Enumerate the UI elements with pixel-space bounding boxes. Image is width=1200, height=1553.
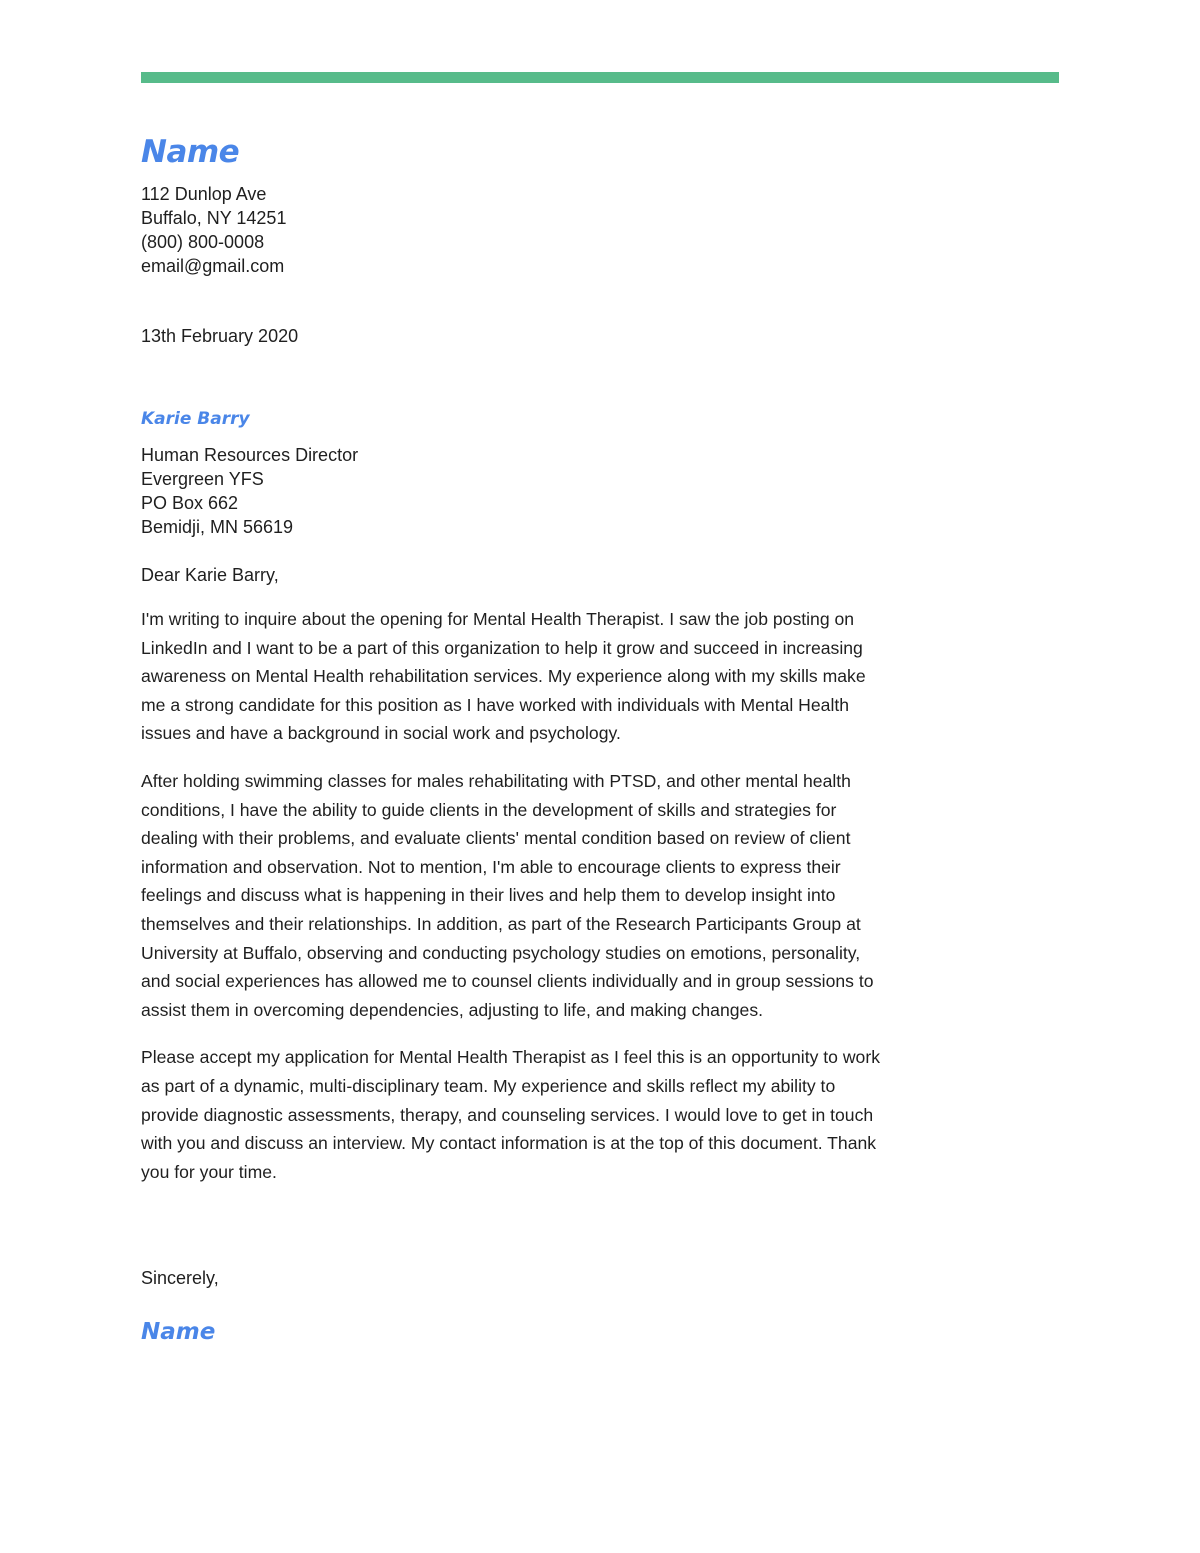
sender-address-line1: 112 Dunlop Ave [141, 184, 267, 204]
recipient-address-line2: Bemidji, MN 56619 [141, 517, 294, 537]
body-paragraph-3: Please accept my application for Mental Health Therapist as I feel this is an opportunity to work as part of a dynamic, multi-disciplinary team. My experience and skills reflect my ability to provide diagnostic assessments, therapy, and counseling services. I would love to get in touch with you and discuss an interview. My contact information is at the top of this document. Thank you for your time. [141, 1047, 880, 1182]
sender-email: email@gmail.com [141, 256, 285, 276]
accent-bar [141, 72, 1059, 83]
recipient-address-block [141, 443, 358, 539]
closing: Sincerely, [141, 1268, 219, 1288]
body-paragraph-1: I'm writing to inquire about the opening for Mental Health Therapist. I saw the job posting on LinkedIn and I want to be a part of this organization to help it grow and succeed in increasing awareness on Mental Health rehabilitation services. My experience along with my skills make me a strong candidate for this position as I have worked with individuals with Mental Health issues and have a background in social work and psychology. [141, 609, 866, 744]
letter-body [141, 605, 886, 1205]
recipient-address-line1: PO Box 662 [141, 493, 239, 513]
recipient-name: Karie Barry [141, 409, 250, 429]
recipient-title: Human Resources Director [141, 445, 359, 465]
sender-contact-block [141, 182, 286, 278]
signature-name: Name [141, 1319, 216, 1345]
sender-address-line2: Buffalo, NY 14251 [141, 208, 287, 228]
letter-date: 13th February 2020 [141, 326, 299, 346]
sender-phone: (800) 800-0008 [141, 232, 265, 252]
body-paragraph-2: After holding swimming classes for males rehabilitating with PTSD, and other mental health conditions, I have the ability to guide clients in the development of skills and strategies for dealing with their problems, and evaluate clients' mental condition based on review of client information and observation. Not to mention, I'm able to encourage clients to express their feelings and discuss what is happening in their lives and help them to develop insight into themselves and their relationships. In addition, as part of the Research Participants Group at University at Buffalo, observing and conducting psychology studies on emotions, personality, and social experiences has allowed me to counsel clients individually and in group sessions to assist them in overcoming dependencies, adjusting to life, and making changes. [141, 770, 874, 1020]
salutation: Dear Karie Barry, [141, 565, 279, 585]
sender-name: Name [141, 134, 240, 170]
recipient-company: Evergreen YFS [141, 469, 264, 489]
